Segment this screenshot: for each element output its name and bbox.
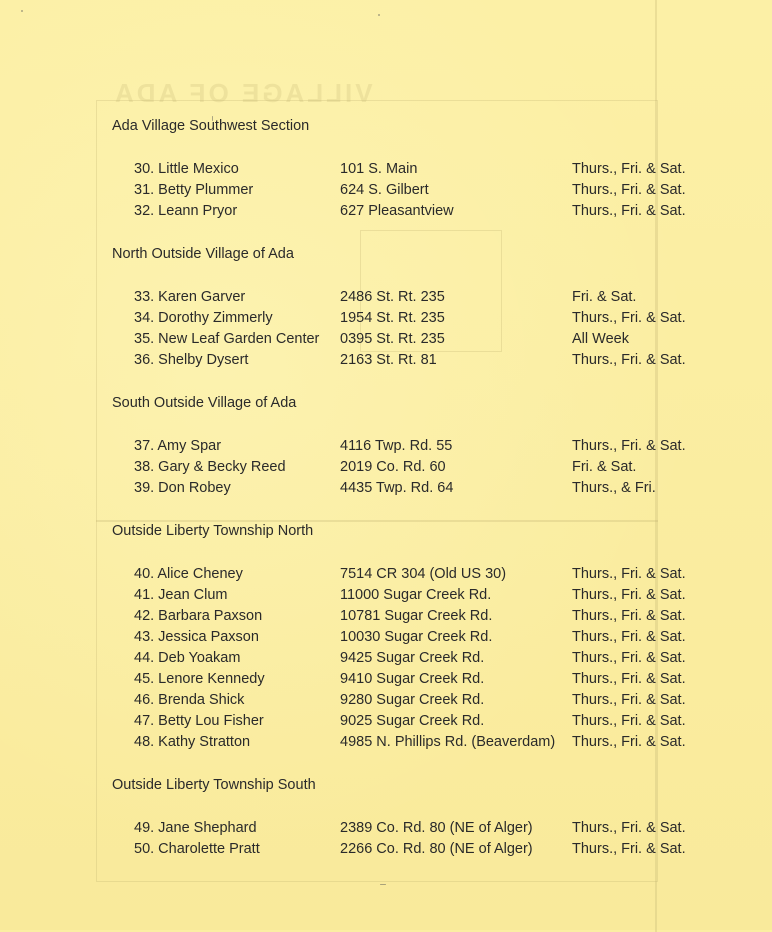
entry-name: 47. Betty Lou Fisher <box>134 713 264 729</box>
section-title: South Outside Village of Ada <box>112 395 297 411</box>
entry-name: 46. Brenda Shick <box>134 692 245 708</box>
entry-name: 37. Amy Spar <box>134 438 222 454</box>
entry-name: 30. Little Mexico <box>134 161 239 177</box>
entry-name: 42. Barbara Paxson <box>134 608 263 624</box>
directory-listing <box>112 116 752 882</box>
section-entry-list <box>112 436 752 499</box>
list-item <box>112 564 752 585</box>
list-item <box>112 585 752 606</box>
bleed-through-map-title: VILLAGE OF ADA <box>112 78 373 108</box>
section-entry-list <box>112 564 752 753</box>
entry-days: Thurs., & Fri. <box>572 480 656 496</box>
entry-address: 627 Pleasantview <box>340 203 454 219</box>
entry-address: 0395 St. Rt. 235 <box>340 331 445 347</box>
entry-address: 9280 Sugar Creek Rd. <box>340 692 485 708</box>
list-item <box>112 711 752 732</box>
entry-days: Thurs., Fri. & Sat. <box>572 692 686 708</box>
entry-address: 7514 CR 304 (Old US 30) <box>340 566 507 582</box>
entry-address: 11000 Sugar Creek Rd. <box>340 587 492 603</box>
entry-days: Thurs., Fri. & Sat. <box>572 820 686 836</box>
list-item <box>112 648 752 669</box>
list-item <box>112 606 752 627</box>
entry-name: 43. Jessica Paxson <box>134 629 259 645</box>
section-entry-list <box>112 287 752 371</box>
list-item <box>112 478 752 499</box>
entry-name: 32. Leann Pryor <box>134 203 238 219</box>
entry-days: Thurs., Fri. & Sat. <box>572 161 686 177</box>
list-item <box>112 308 752 329</box>
entry-days: Thurs., Fri. & Sat. <box>572 587 686 603</box>
list-item <box>112 457 752 478</box>
entry-name: 41. Jean Clum <box>134 587 228 603</box>
section-title: Outside Liberty Township North <box>112 523 314 539</box>
entry-name: 39. Don Robey <box>134 480 231 496</box>
entry-address: 2389 Co. Rd. 80 (NE of Alger) <box>340 820 533 836</box>
entry-address: 10781 Sugar Creek Rd. <box>340 608 493 624</box>
entry-name: 35. New Leaf Garden Center <box>134 331 320 347</box>
entry-days: Thurs., Fri. & Sat. <box>572 310 686 326</box>
entry-days: Thurs., Fri. & Sat. <box>572 629 686 645</box>
entry-name: 40. Alice Cheney <box>134 566 243 582</box>
entry-days: Thurs., Fri. & Sat. <box>572 608 686 624</box>
section-entry-list <box>112 159 752 222</box>
entry-name: 31. Betty Plummer <box>134 182 254 198</box>
entry-days: Fri. & Sat. <box>572 459 637 475</box>
entry-address: 10030 Sugar Creek Rd. <box>340 629 493 645</box>
speck-mark <box>378 14 380 16</box>
entry-address: 9025 Sugar Creek Rd. <box>340 713 485 729</box>
entry-address: 2163 St. Rt. 81 <box>340 352 437 368</box>
entry-days: Thurs., Fri. & Sat. <box>572 203 686 219</box>
section-title: Ada Village Southwest Section <box>112 118 310 134</box>
entry-days: Fri. & Sat. <box>572 289 637 305</box>
entry-name: 48. Kathy Stratton <box>134 734 251 750</box>
speck-mark <box>21 10 23 12</box>
list-item <box>112 690 752 711</box>
speck-mark <box>380 884 386 885</box>
list-item <box>112 839 752 860</box>
entry-days: Thurs., Fri. & Sat. <box>572 352 686 368</box>
entry-address: 624 S. Gilbert <box>340 182 429 198</box>
entry-days: Thurs., Fri. & Sat. <box>572 566 686 582</box>
entry-days: Thurs., Fri. & Sat. <box>572 713 686 729</box>
section-title: North Outside Village of Ada <box>112 246 294 262</box>
section-title: Outside Liberty Township South <box>112 777 316 793</box>
entry-address: 4985 N. Phillips Rd. (Beaverdam) <box>340 734 556 750</box>
entry-days: Thurs., Fri. & Sat. <box>572 650 686 666</box>
list-item <box>112 201 752 222</box>
entry-address: 1954 St. Rt. 235 <box>340 310 445 326</box>
entry-address: 4435 Twp. Rd. 64 <box>340 480 454 496</box>
entry-name: 34. Dorothy Zimmerly <box>134 310 273 326</box>
entry-days: Thurs., Fri. & Sat. <box>572 438 686 454</box>
list-item <box>112 436 752 457</box>
entry-days: Thurs., Fri. & Sat. <box>572 734 686 750</box>
list-item <box>112 350 752 371</box>
entry-days: Thurs., Fri. & Sat. <box>572 182 686 198</box>
entry-name: 50. Charolette Pratt <box>134 841 260 857</box>
entry-name: 49. Jane Shephard <box>134 820 257 836</box>
entry-name: 33. Karen Garver <box>134 289 246 305</box>
list-item <box>112 287 752 308</box>
entry-days: Thurs., Fri. & Sat. <box>572 671 686 687</box>
entry-name: 38. Gary & Becky Reed <box>134 459 286 475</box>
entry-address: 2019 Co. Rd. 60 <box>340 459 446 475</box>
list-item <box>112 159 752 180</box>
entry-name: 45. Lenore Kennedy <box>134 671 265 687</box>
entry-address: 101 S. Main <box>340 161 418 177</box>
entry-name: 36. Shelby Dysert <box>134 352 249 368</box>
entry-address: 9410 Sugar Creek Rd. <box>340 671 485 687</box>
entry-address: 4116 Twp. Rd. 55 <box>340 438 453 454</box>
section-entry-list <box>112 818 752 860</box>
entry-address: 2486 St. Rt. 235 <box>340 289 445 305</box>
list-item <box>112 669 752 690</box>
list-item <box>112 329 752 350</box>
entry-days: All Week <box>572 331 629 347</box>
entry-address: 2266 Co. Rd. 80 (NE of Alger) <box>340 841 533 857</box>
entry-name: 44. Deb Yoakam <box>134 650 241 666</box>
list-item <box>112 818 752 839</box>
list-item <box>112 627 752 648</box>
entry-days: Thurs., Fri. & Sat. <box>572 841 686 857</box>
entry-address: 9425 Sugar Creek Rd. <box>340 650 485 666</box>
list-item <box>112 180 752 201</box>
list-item <box>112 732 752 753</box>
